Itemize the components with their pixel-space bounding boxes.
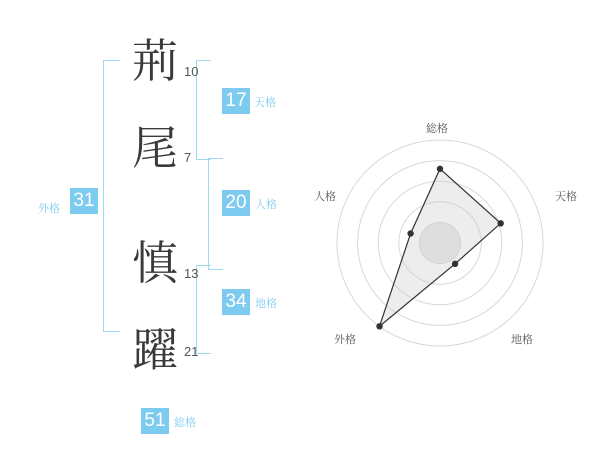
kanji-char-2: 尾 bbox=[132, 121, 178, 175]
kanji-char-1: 荊 bbox=[132, 34, 178, 88]
radar-chart-panel bbox=[300, 0, 600, 470]
badge-jinkaku-value: 20 bbox=[222, 190, 250, 216]
badge-gaikaku-value: 31 bbox=[70, 188, 98, 214]
badge-soukaku-value: 51 bbox=[141, 408, 169, 434]
axis-label-jinkaku: 人格 bbox=[314, 190, 336, 203]
stroke-count-4: 21 bbox=[184, 344, 199, 359]
stroke-count-3: 13 bbox=[184, 266, 199, 281]
stroke-count-1: 10 bbox=[184, 64, 199, 79]
kanji-char-3: 慎 bbox=[132, 236, 178, 290]
badge-chikaku-label: 地格 bbox=[255, 297, 277, 310]
outer-bracket bbox=[103, 60, 120, 332]
axis-label-soukaku: 総格 bbox=[426, 122, 448, 135]
axis-label-tenkaku: 天格 bbox=[555, 190, 577, 203]
badge-gaikaku-label: 外格 bbox=[38, 202, 60, 215]
jinkaku-bracket bbox=[208, 158, 223, 270]
badge-tenkaku-label: 天格 bbox=[254, 96, 276, 109]
badge-jinkaku-label: 人格 bbox=[255, 198, 277, 211]
name-panel bbox=[0, 0, 300, 470]
radar-chart bbox=[300, 0, 600, 470]
kanji-char-4: 躍 bbox=[132, 323, 178, 377]
badge-soukaku-label: 総格 bbox=[174, 416, 196, 429]
axis-label-chikaku: 地格 bbox=[511, 333, 533, 346]
axis-label-gaikaku: 外格 bbox=[334, 333, 356, 346]
badge-chikaku-value: 34 bbox=[222, 289, 250, 315]
stroke-count-2: 7 bbox=[184, 150, 192, 165]
badge-tenkaku-value: 17 bbox=[222, 88, 250, 114]
